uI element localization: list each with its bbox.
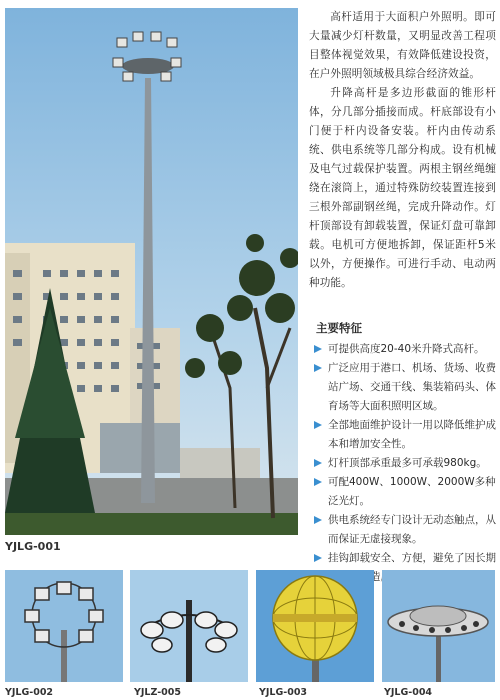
product-thumb-4 (382, 570, 500, 682)
description-paragraph: 高杆适用于大面积户外照明。即可大量减少灯杆数量，又明显改善工程项目整体视觉效果，有效降低建设投资，在户外照明领域极具综合经济效益。 (309, 11, 496, 80)
features-heading: 主要特征 (316, 321, 362, 335)
feature-item: 可提供高度20-40米升降式高杆。 (314, 340, 498, 359)
bullet-icon (314, 459, 322, 467)
feature-item: 挂钩卸载安全、方便，避免了因长期 造 (314, 549, 498, 587)
product-thumb-1 (5, 570, 123, 682)
feature-item: 供电系统经专门设计无动态触点，从而保证无虚接现象。 (314, 511, 498, 549)
product-model-label: YJLG-002 (5, 687, 54, 698)
description-paragraph: 升降高杆是多边形截面的锥形杆体，分几部分插接而成。杆底部设有小门便于杆内设备安装。杆内由传动系统、供电系统等几部分构成。设有机械及电气过载保护装置。两根主钢丝绳缠绕在滚筒上，通过特殊防绞装置连接到三根外部副钢丝绳，完成升降动作。灯杆顶部设有卸载装置，保证灯盘可靠卸载。电机可方便地拆卸，保证距杆5米以外，方便操作。可进行手动、电动两种功能。 (309, 87, 496, 289)
bullet-icon (314, 345, 322, 353)
bullet-icon (314, 478, 322, 486)
product-thumb-2 (130, 570, 248, 682)
bullet-icon (314, 554, 322, 562)
feature-item: 可配400W、1000W、2000W多种泛光灯。 (314, 473, 498, 511)
main-product-photo (5, 8, 298, 535)
product-model-label: YJLG-003 (259, 687, 308, 698)
feature-item: 广泛应用于港口、机场、货场、收费站广场、交通干线、集装箱码头、体育场等大面积照明区域。 (314, 359, 498, 416)
features-list (314, 340, 498, 587)
bullet-icon (314, 364, 322, 372)
bullet-icon (314, 421, 322, 429)
bullet-icon (314, 516, 322, 524)
feature-item: 灯杆顶部承重最多可承载980kg。 (314, 454, 498, 473)
description-block (309, 8, 496, 293)
main-photo-caption: YJLG-001 (5, 540, 61, 553)
product-model-label: YJLZ-005 (134, 687, 181, 698)
product-thumb-3 (256, 570, 374, 682)
product-model-label: YJLG-004 (384, 687, 433, 698)
feature-item: 全部地面维护设计一用以降低维护成本和增加安全性。 (314, 416, 498, 454)
